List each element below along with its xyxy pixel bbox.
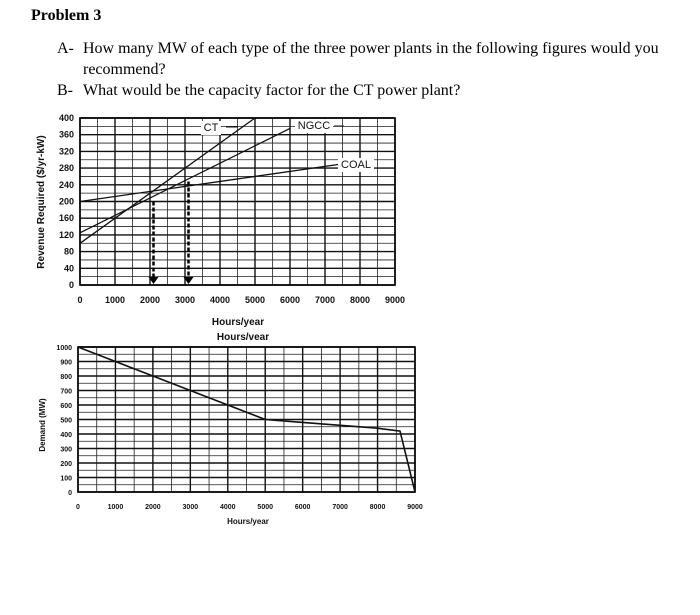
revenue-chart bbox=[36, 113, 405, 343]
x-tick-label: 0 bbox=[76, 504, 80, 511]
x-tick-label: 1000 bbox=[104, 295, 126, 305]
x-tick-label: 2000 bbox=[145, 504, 161, 511]
problem-title: Problem 3 bbox=[31, 7, 102, 24]
x-tick-label: 7000 bbox=[332, 504, 348, 511]
x-tick-label: 3000 bbox=[174, 295, 196, 305]
y-tick-label: 40 bbox=[63, 263, 74, 274]
x-axis-label: Hours/year bbox=[227, 517, 269, 526]
y-axis-label: Revenue Required ($/yr-kW) bbox=[36, 135, 47, 269]
question-b-label: B- bbox=[57, 82, 73, 99]
x-tick-label: 3000 bbox=[182, 504, 199, 511]
x-tick-label: 0 bbox=[77, 295, 83, 305]
y-tick-label: 360 bbox=[58, 129, 74, 140]
y-tick-label: 300 bbox=[60, 446, 72, 454]
y-tick-label: 1000 bbox=[56, 345, 72, 352]
question-a-text: How many MW of each type of the three power plants in the following figures would you bbox=[83, 40, 659, 57]
x-tick-label: 8000 bbox=[349, 295, 371, 305]
question-a-line2: recommend? bbox=[83, 61, 166, 78]
y-tick-label: 700 bbox=[60, 388, 72, 396]
x-tick-label: 2000 bbox=[139, 295, 161, 305]
y-tick-label: 100 bbox=[60, 475, 72, 483]
y-tick-label: 500 bbox=[60, 417, 72, 425]
x-tick-label: 7000 bbox=[314, 295, 336, 305]
y-tick-label: 400 bbox=[60, 432, 72, 439]
x-tick-label: 8000 bbox=[369, 504, 386, 511]
x-tick-label: 9000 bbox=[384, 295, 406, 305]
x-tick-label: 9000 bbox=[407, 504, 423, 511]
y-axis-label: Demand (MW) bbox=[38, 398, 47, 452]
x-tick-label: 1000 bbox=[107, 504, 124, 511]
x-tick-label: 6000 bbox=[279, 295, 301, 305]
series-label-ct: CT bbox=[203, 122, 219, 134]
x-axis-label-duplicate: Hours/vear bbox=[216, 332, 270, 343]
demand-chart bbox=[38, 345, 423, 526]
x-tick-label: 4000 bbox=[219, 504, 236, 511]
y-tick-label: 0 bbox=[68, 280, 74, 290]
question-b-text: What would be the capacity factor for the CT power plant? bbox=[83, 82, 461, 99]
y-tick-label: 200 bbox=[58, 196, 74, 207]
series-label-coal: COAL bbox=[341, 159, 371, 171]
y-tick-label: 600 bbox=[60, 403, 72, 410]
series-label-ngcc: NGCC bbox=[297, 120, 331, 132]
y-tick-label: 80 bbox=[63, 246, 74, 257]
y-tick-label: 120 bbox=[58, 229, 74, 240]
x-tick-label: 5000 bbox=[257, 504, 274, 511]
y-tick-label: 200 bbox=[60, 461, 72, 468]
y-tick-label: 280 bbox=[58, 163, 74, 174]
y-tick-label: 320 bbox=[58, 146, 74, 157]
x-axis-label: Hours/year bbox=[211, 317, 265, 328]
series-line-coal bbox=[80, 164, 343, 202]
x-tick-label: 4000 bbox=[209, 295, 231, 305]
y-tick-label: 900 bbox=[60, 359, 72, 367]
question-a-label: A- bbox=[57, 40, 74, 57]
y-tick-label: 240 bbox=[58, 179, 74, 190]
x-tick-label: 6000 bbox=[294, 504, 311, 511]
y-tick-label: 160 bbox=[58, 213, 74, 224]
x-tick-label: 5000 bbox=[244, 295, 266, 305]
y-tick-label: 0 bbox=[68, 490, 72, 497]
y-tick-label: 400 bbox=[58, 113, 74, 123]
y-tick-label: 800 bbox=[60, 374, 72, 381]
